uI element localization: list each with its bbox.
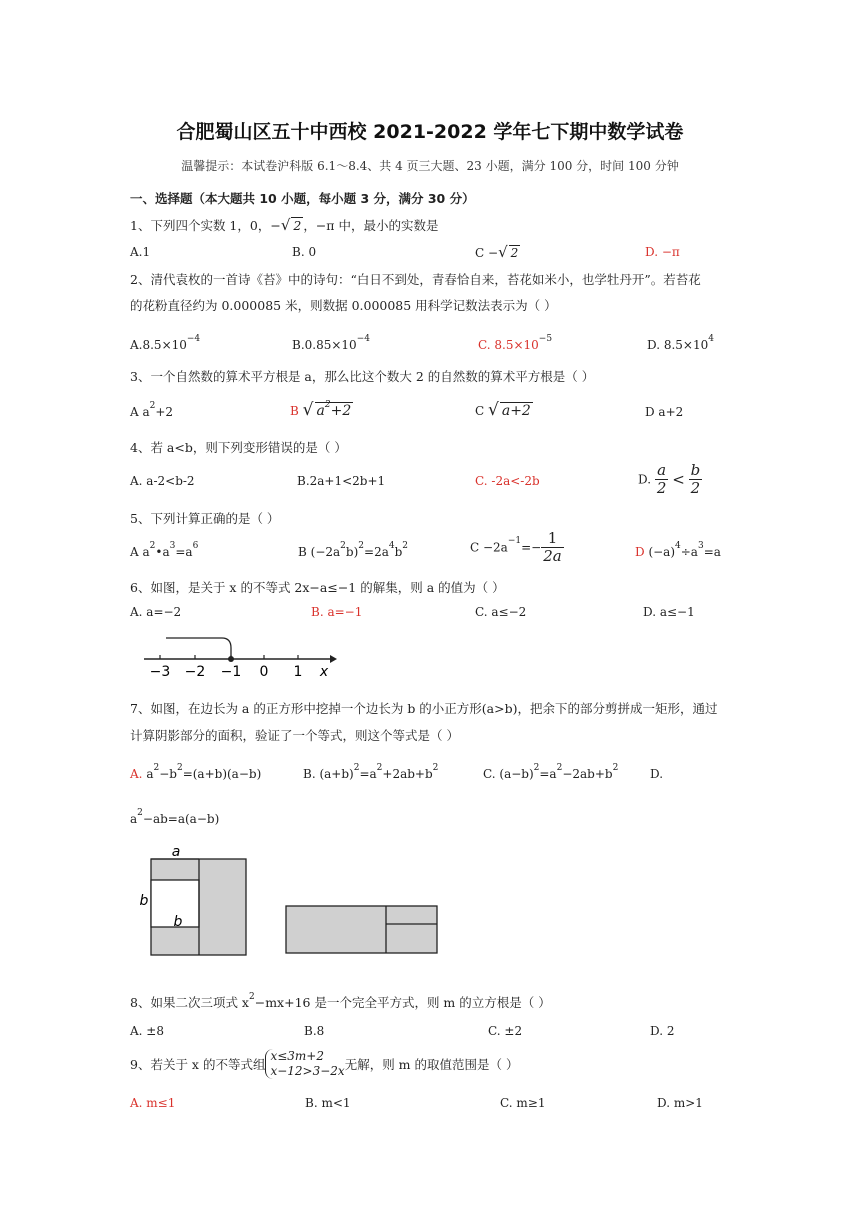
q7-option-c: C. $(a-b)^2=a^2-2ab+b^2$ [483, 763, 619, 781]
q7-option-a: A. $a^2-b^2=(a+b)(a-b)$ [130, 763, 262, 781]
q8-option-c: C. ±2 [488, 1024, 523, 1038]
page-title: 合肥蜀山区五十中西校 2021-2022 学年七下期中数学试卷 [176, 121, 684, 143]
q6-option-b: B. a=−1 [311, 605, 363, 619]
q2-option-d: D. $8.5\times 10^4$ [647, 334, 714, 352]
q9-option-c: C. m≥1 [500, 1096, 546, 1110]
q7-option-d: $a^2-ab=a(a-b)$ [130, 808, 220, 826]
inequality-system: x≤3m+2 x−12>3−2x [265, 1049, 344, 1079]
question-3: 3、一个自然数的算术平方根是 a，那么比这个数大 2 的自然数的算术平方根是（ ） [130, 369, 595, 384]
tick-label: 1 [293, 664, 303, 680]
tick-label: −1 [220, 664, 242, 680]
q6-option-c: C. a≤−2 [475, 605, 527, 619]
q5-option-a: A $a^2•a^3=a^6$ [130, 541, 199, 559]
axis-label: x [319, 664, 329, 680]
q6-option-a: A. a=−2 [130, 605, 182, 619]
q2-option-a: $A.8.5\times 10^{-4}$ [130, 334, 201, 352]
question-2-line2: 的花粉直径约为 0.000085 米，则数据 0.000085 用科学记数法表示为（ ） [130, 298, 557, 313]
question-1: 1、下列四个实数 1，0，−√ 2 ，−π 中，最小的实数是 [130, 216, 439, 234]
q7-option-d-label: D. [650, 767, 664, 781]
question-7-line2: 计算阴影部分的面积，验证了一个等式，则这个等式是（ ） [130, 728, 459, 743]
q1-option-b: B. 0 [292, 245, 317, 259]
side-label-b: b [139, 893, 149, 909]
q9-option-d: D. m>1 [657, 1096, 703, 1110]
q8-option-b: B.8 [304, 1024, 325, 1038]
radical: 2 [293, 218, 302, 233]
q9-option-a: A. m≤1 [130, 1096, 176, 1110]
q1-option-c: C −√ 2 [475, 243, 519, 261]
section-heading: 一、选择题（本大题共 10 小题，每小题 3 分，满分 30 分） [130, 191, 475, 206]
tick-label: −2 [184, 664, 206, 680]
exam-tip: 温馨提示：本试卷沪科版 6.1～8.4、共 4 页三大题、23 小题，满分 100 分，时间 100 分钟 [181, 159, 679, 173]
question-9: 9、若关于 x 的不等式组 x≤3m+2 x−12>3−2x 无解，则 m 的取值范围是（ ） [130, 1049, 519, 1078]
q5-option-d: D $(-a)^4\div a^3=a$ [635, 541, 721, 559]
tick-label: −3 [149, 664, 171, 680]
q3-option-a: A $a^2+2$ [130, 401, 174, 419]
q2-option-b: $B.0.85\times 10^{-4}$ [292, 334, 370, 352]
question-6: 6、如图，是关于 x 的不等式 2x−a≤−1 的解集，则 a 的值为（ ） [130, 580, 505, 595]
question-5: 5、下列计算正确的是（ ） [130, 511, 280, 526]
q8-option-d: D. 2 [650, 1024, 675, 1038]
q7-option-b: B. $(a+b)^2=a^2+2ab+b^2$ [303, 763, 439, 781]
axis-arrow-icon [330, 655, 337, 663]
q4-option-a: A. a-2<b-2 [130, 474, 195, 488]
q8-option-a: A. ±8 [130, 1024, 164, 1038]
rearranged-rectangle [286, 906, 437, 953]
side-label-a: a [171, 844, 181, 860]
bottom-label-b: b [173, 914, 183, 930]
q9-option-b: B. m<1 [305, 1096, 351, 1110]
q5-option-c: $C -2a^{-1}=-$ $\frac{1}{2a}$ [470, 529, 562, 565]
q1-option-d: D. −π [645, 245, 680, 259]
number-line-figure [138, 630, 338, 680]
question-8: 8、如果二次三项式 $x^2-mx+16$ 是一个完全平方式，则 m 的立方根是（ ） [130, 992, 551, 1010]
q4-option-b: B.2a+1<2b+1 [297, 474, 386, 488]
square-rectangle-figure [136, 842, 446, 960]
question-4: 4、若 a<b，则下列变形错误的是（ ） [130, 440, 347, 455]
q2-option-c: C. $8.5\times 10^{-5}$ [478, 334, 553, 352]
question-2-line1: 2、清代袁枚的一首诗《苔》中的诗句：“白日不到处，青春恰自来，苔花如米小，也学牡丹开”。若苔花 [130, 272, 701, 287]
q5-option-b: B $(-2a^2b)^2=2a^4b^2$ [298, 541, 409, 559]
q4-option-d: D. $\frac{a}{2}$ < $\frac{b}{2}$ [638, 461, 701, 497]
q3-option-d: D a+2 [645, 405, 684, 419]
solution-ray [166, 638, 231, 659]
question-7-line1: 7、如图，在边长为 a 的正方形中挖掉一个边长为 b 的小正方形(a>b)，把余下的部分剪拼成一矩形，通过 [130, 701, 718, 716]
solid-endpoint [228, 656, 234, 662]
q3-option-c: C √ a+2 [475, 400, 531, 420]
q4-option-c: C. -2a<-2b [475, 474, 540, 488]
tick-label: 0 [259, 664, 269, 680]
q1-option-a: A.1 [130, 245, 151, 259]
q6-option-d: D. a≤−1 [643, 605, 695, 619]
q3-option-b: B √ $a^2+2$ [290, 400, 352, 420]
